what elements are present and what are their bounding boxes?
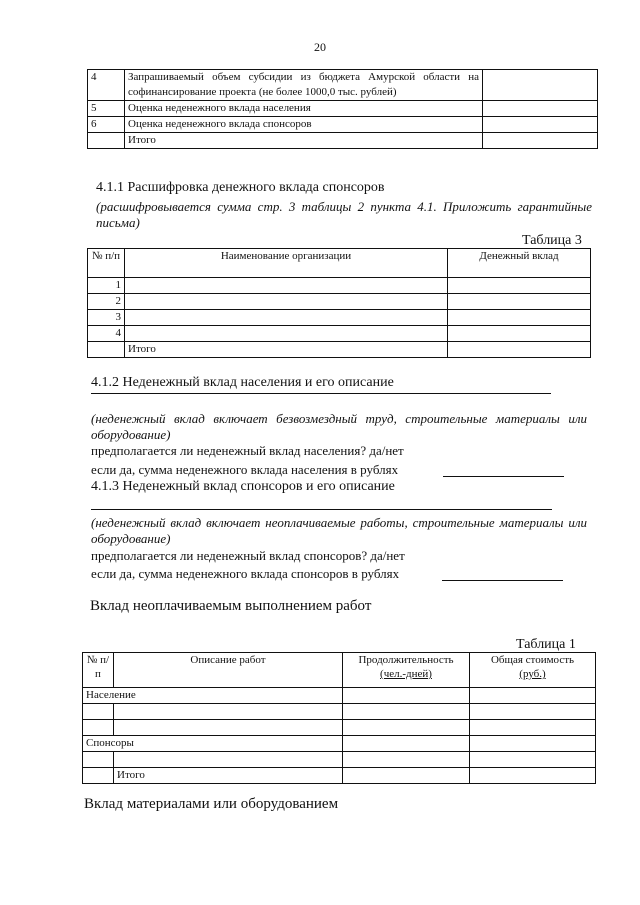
work-table (82, 652, 596, 784)
group-population: Население (83, 688, 343, 704)
num-cell (83, 768, 114, 784)
section-413-amount: если да, сумма неденежного вклада спонсоров в рублях (91, 566, 400, 581)
contrib-cell[interactable] (448, 326, 591, 342)
row-text: Оценка неденежного вклада населения (125, 101, 483, 117)
row-number: 1 (88, 278, 125, 294)
table-total-row (88, 342, 591, 358)
table3-caption: Таблица 3 (522, 233, 582, 248)
cost-total[interactable] (470, 768, 596, 784)
section-413-note: (неденежный вклад включает неоплачиваемые работы, строительные материалы или оборудование) (91, 515, 587, 546)
duration-cell[interactable] (343, 688, 470, 704)
table-row (88, 294, 591, 310)
row-number (88, 133, 125, 149)
table-row (88, 101, 598, 117)
section-412-amount: если да, сумма неденежного вклада населения в рублях (91, 462, 399, 477)
section-412-heading: 4.1.2 Неденежный вклад населения и его описание (91, 375, 394, 390)
row-number: 4 (88, 70, 125, 101)
row-text: Оценка неденежного вклада спонсоров (125, 117, 483, 133)
table-row (88, 133, 598, 149)
table-row (88, 117, 598, 133)
row-number: 6 (88, 117, 125, 133)
total-label: Итого (125, 342, 448, 358)
desc-cell[interactable] (114, 720, 343, 736)
table-total-row (83, 768, 596, 784)
duration-cell[interactable] (343, 752, 470, 768)
header-desc: Описание работ (114, 653, 343, 688)
group-row (83, 688, 596, 704)
num-cell (83, 720, 114, 736)
row-number: 2 (88, 294, 125, 310)
page-number: 20 (314, 40, 326, 54)
sponsors-money-table (87, 248, 591, 358)
description-line[interactable] (91, 509, 552, 510)
duration-total[interactable] (343, 768, 470, 784)
cost-cell[interactable] (470, 752, 596, 768)
description-line[interactable] (91, 393, 551, 394)
row-value[interactable] (483, 101, 598, 117)
table-row (88, 70, 598, 101)
table-row (88, 326, 591, 342)
header-num: № п/п (88, 249, 125, 278)
group-row (83, 736, 596, 752)
row-value[interactable] (483, 117, 598, 133)
header-cost-line1: Общая стоимость (490, 654, 575, 666)
row-number: 5 (88, 101, 125, 117)
row-number: 4 (88, 326, 125, 342)
table-header-row (88, 249, 591, 278)
section-413-question: предполагается ли неденежный вклад спонсоров? да/нет (91, 548, 405, 563)
org-cell[interactable] (125, 278, 448, 294)
section-411-heading: 4.1.1 Расшифровка денежного вклада спонсоров (96, 180, 385, 195)
header-org: Наименование организации (125, 249, 448, 278)
total-label: Итого (114, 768, 343, 784)
org-cell[interactable] (125, 310, 448, 326)
table-header-row (83, 653, 596, 688)
section-413-heading: 4.1.3 Неденежный вклад спонсоров и его описание (91, 479, 395, 494)
num-cell (83, 752, 114, 768)
row-text: Итого (125, 133, 483, 149)
group-sponsors: Спонсоры (83, 736, 343, 752)
contrib-cell[interactable] (448, 294, 591, 310)
header-duration (343, 653, 470, 688)
contrib-cell[interactable] (448, 310, 591, 326)
header-num: № п/п (83, 653, 114, 688)
duration-cell[interactable] (343, 736, 470, 752)
cost-cell[interactable] (470, 688, 596, 704)
section-412-note: (неденежный вклад включает безвозмездный труд, строительные материалы или оборудование) (91, 411, 587, 442)
table-row (88, 278, 591, 294)
contrib-cell[interactable] (448, 278, 591, 294)
row-value[interactable] (483, 133, 598, 149)
duration-cell[interactable] (343, 720, 470, 736)
header-cost (470, 653, 596, 688)
total-value[interactable] (448, 342, 591, 358)
cost-cell[interactable] (470, 704, 596, 720)
section-412-question: предполагается ли неденежный вклад населения? да/нет (91, 443, 404, 458)
table-row (88, 310, 591, 326)
desc-cell[interactable] (114, 704, 343, 720)
materials-heading: Вклад материалами или оборудованием (84, 796, 339, 812)
duration-cell[interactable] (343, 704, 470, 720)
table-row (83, 704, 596, 720)
desc-cell[interactable] (114, 752, 343, 768)
row-value[interactable] (483, 70, 598, 101)
section-411-note: (расшифровывается сумма стр. 3 таблицы 2 пункта 4.1. Приложить гарантийные письма) (96, 199, 592, 230)
num-cell (83, 704, 114, 720)
table-row (83, 752, 596, 768)
table1-caption: Таблица 1 (516, 637, 576, 652)
amount-line[interactable] (442, 580, 563, 581)
header-duration-line2: (чел.-дней) (380, 668, 432, 680)
amount-line[interactable] (443, 476, 564, 477)
row-number: 3 (88, 310, 125, 326)
org-cell[interactable] (125, 326, 448, 342)
cost-cell[interactable] (470, 720, 596, 736)
org-cell[interactable] (125, 294, 448, 310)
header-contrib: Денежный вклад (448, 249, 591, 278)
row-number (88, 342, 125, 358)
header-duration-line1: Продолжительность (358, 654, 454, 666)
work-heading: Вклад неоплачиваемым выполнением работ (90, 598, 372, 614)
subsidy-table (87, 69, 598, 149)
cost-cell[interactable] (470, 736, 596, 752)
header-cost-line2: (руб.) (519, 668, 546, 680)
row-text: Запрашиваемый объем субсидии из бюджета Амурской области на софинансирование проекта (не более 1000,0 тыс. рублей) (125, 70, 483, 101)
table-row (83, 720, 596, 736)
